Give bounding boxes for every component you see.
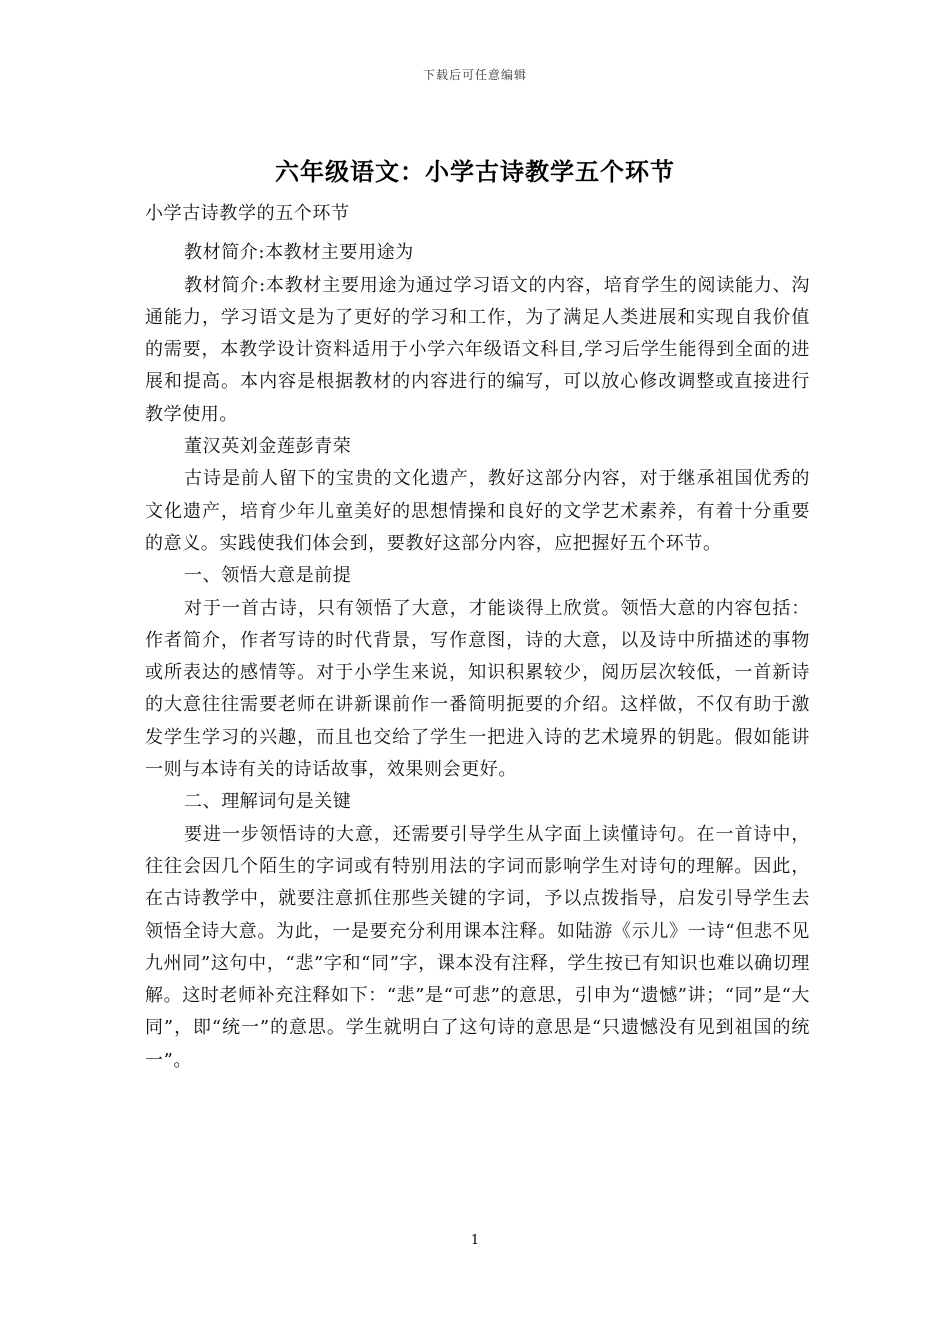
- material-intro-short: 教材简介:本教材主要用途为: [184, 242, 414, 264]
- document-title: 六年级语文：小学古诗教学五个环节: [275, 157, 675, 186]
- page-header-note: 下载后可任意编辑: [422, 68, 527, 82]
- section-heading-2: 二、理解词句是关键: [184, 791, 352, 813]
- introduction-paragraph: 古诗是前人留下的宝贵的文化遗产，教好这部分内容，对于继承祖国优秀的文化遗产，培育少年儿童美好的思想情操和良好的文学艺术素养，有着十分重要的意义。实践使我们体会到，要教好这部分内容，应把握好五个环节。: [145, 468, 810, 554]
- section-heading-1: 一、领悟大意是前提: [184, 565, 352, 587]
- document-body: [145, 198, 810, 1077]
- section-1-paragraph: 对于一首古诗，只有领悟了大意，才能谈得上欣赏。领悟大意的内容包括：作者简介，作者写诗的时代背景，写作意图，诗的大意，以及诗中所描述的事物或所表达的感情等。对于小学生来说，知识积累较少，阅历层次较低，一首新诗的大意往往需要老师在讲新课前作一番简明扼要的介绍。这样做，不仅有助于激发学生学习的兴趣，而且也交给了学生一把进入诗的艺术境界的钥匙。假如能讲一则与本诗有关的诗话故事，效果则会更好。: [145, 597, 810, 781]
- section-2-paragraph: 要进一步领悟诗的大意，还需要引导学生从字面上读懂诗句。在一首诗中，往往会因几个陌生的字词或有特别用法的字词而影响学生对诗句的理解。因此，在古诗教学中，就要注意抓住那些关键的字词，予以点拨指导，启发引导学生去领悟全诗大意。为此，一是要充分利用课本注释。如陆游《示儿》一诗“但悲不见九州同”这句中，“悲”字和“同”字，课本没有注释，学生按已有知识也难以确切理解。这时老师补充注释如下：“悲”是“可悲”的意思，引申为“遗憾”讲；“同”是“大同”，即“统一”的意思。学生就明白了这句诗的意思是“只遗憾没有见到祖国的统一”。: [145, 823, 810, 1071]
- material-intro-full: 教材简介:本教材主要用途为通过学习语文的内容，培育学生的阅读能力、沟通能力，学习语文是为了更好的学习和工作，为了满足人类进展和实现自我价值的需要，本教学设计资料适用于小学六年级语文科目,学习后学生能得到全面的进展和提高。本内容是根据教材的内容进行的编写，可以放心修改调整或直接进行教学使用。: [145, 274, 810, 425]
- page-number: 1: [470, 1233, 480, 1248]
- document-subtitle: 小学古诗教学的五个环节: [145, 203, 350, 224]
- author-names: 董汉英刘金莲彭青荣: [184, 436, 352, 458]
